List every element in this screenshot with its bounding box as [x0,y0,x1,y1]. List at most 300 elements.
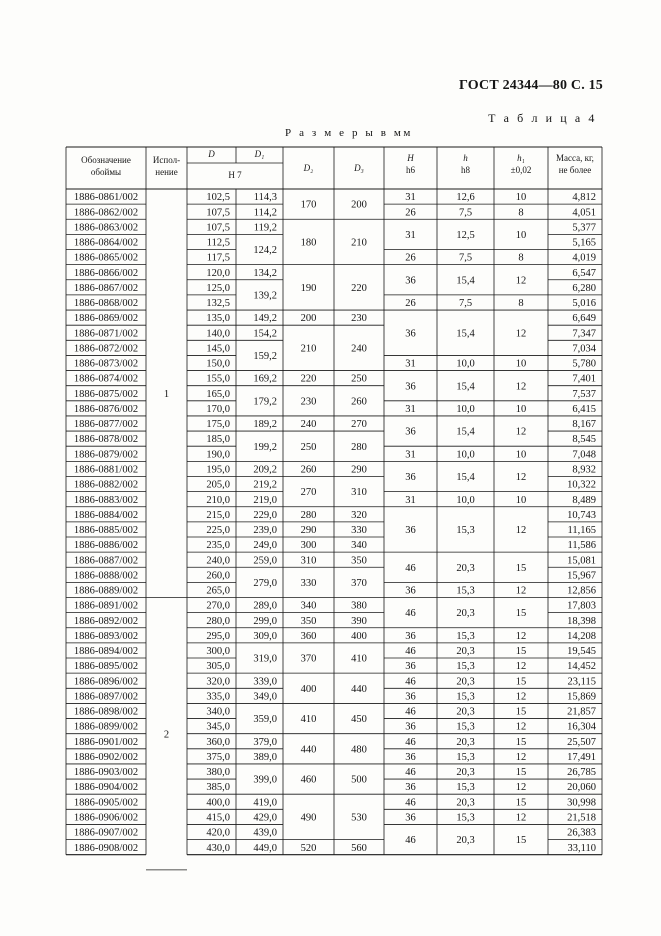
cell-designation: 1886-0862/002 [73,207,139,219]
cell-h1: 10 [515,229,527,241]
cell-d1: 149,2 [253,313,277,325]
cell-mass: 6,280 [572,282,596,294]
cell-d3: 400 [351,630,367,642]
cell-h8: 20,3 [456,797,475,809]
cell-d: 185,0 [206,434,230,446]
col-header-h-big: H [407,153,414,163]
cell-d2: 370 [300,653,317,665]
cell-mass: 15,869 [567,691,596,703]
cell-h1: 10 [515,403,527,415]
cell-d1: 359,0 [253,714,277,726]
cell-d1: 309,0 [253,630,277,642]
cell-d3: 330 [351,525,367,537]
cell-h6: 46 [405,767,416,779]
cell-d: 107,5 [206,222,230,234]
cell-d: 270,0 [206,600,230,612]
cell-d2: 490 [300,812,317,824]
cell-d3: 260 [351,396,367,408]
cell-h1: 15 [515,736,527,748]
cell-d3: 230 [351,313,367,325]
cell-h1: 12 [515,782,527,794]
cell-h1: 12 [515,661,527,673]
cell-d2: 290 [300,525,317,537]
cell-d2: 190 [300,282,317,294]
cell-h1: 12 [515,275,527,287]
cell-d1: 449,0 [253,842,277,854]
cell-h8: 12,6 [456,192,475,204]
cell-d1: 139,2 [253,290,277,302]
cell-d2: 410 [300,714,317,726]
cell-d1: 189,2 [253,419,277,431]
cell-d1: 114,3 [253,192,277,204]
cell-designation: 1886-0882/002 [73,479,139,491]
col-header-d3: D₃ [354,163,364,173]
cell-h8: 12,5 [456,229,475,241]
col-header-tol: ±0,02 [510,165,532,175]
cell-h6: 31 [405,358,416,370]
cell-h6: 36 [405,426,416,438]
cell-h8: 20,3 [456,608,475,620]
cell-designation: 1886-0867/002 [73,282,139,294]
cell-h6: 36 [405,751,416,763]
cell-d1: 134,2 [253,267,277,279]
cell-d: 210,0 [206,494,230,506]
cell-d: 320,0 [206,676,230,688]
cell-h8: 7,5 [458,252,473,264]
cell-d: 430,0 [206,842,230,854]
cell-d2: 180 [300,237,317,249]
cell-mass: 6,649 [572,313,596,325]
cell-designation: 1886-0903/002 [73,767,139,779]
cell-d3: 340 [351,540,367,552]
cell-d3: 500 [351,774,367,786]
cell-d3: 440 [351,683,367,695]
cell-d1: 319,0 [253,653,277,665]
cell-h1: 8 [518,298,524,310]
cell-designation: 1886-0901/002 [73,736,139,748]
cell-mass: 10,743 [567,509,596,521]
cell-h8: 15,3 [456,525,475,537]
cell-mass: 21,518 [567,812,596,824]
cell-designation: 1886-0873/002 [73,358,139,370]
cell-d: 375,0 [206,751,230,763]
cell-d3: 450 [351,714,367,726]
cell-h1: 15 [515,608,527,620]
cell-h6: 46 [405,835,416,847]
cell-d: 260,0 [206,570,230,582]
cell-h6: 36 [405,381,416,393]
cell-h1: 10 [515,358,527,370]
cell-designation: 1886-0908/002 [73,842,139,854]
cell-d3: 250 [351,373,367,385]
cell-designation: 1886-0886/002 [73,540,139,552]
cell-d: 335,0 [206,691,230,703]
cell-d: 102,5 [206,192,230,204]
cell-designation: 1886-0905/002 [73,797,139,809]
cell-designation: 1886-0894/002 [73,646,139,658]
cell-d1: 249,0 [253,540,277,552]
col-header-h1: h₁ [517,153,525,163]
cell-d: 300,0 [206,646,230,658]
cell-d: 170,0 [206,403,230,415]
cell-designation: 1886-0866/002 [73,267,139,279]
cell-d3: 530 [351,812,367,824]
cell-designation: 1886-0874/002 [73,373,139,385]
cell-d1: 259,0 [253,555,277,567]
cell-h8: 15,3 [456,721,475,733]
cell-h1: 15 [515,797,527,809]
units-caption: Р а з м е р ы в мм [285,127,413,139]
cell-d2: 520 [300,842,317,854]
cell-h8: 15,3 [456,630,475,642]
cell-h1: 10 [515,494,527,506]
cell-designation: 1886-0885/002 [73,525,139,537]
cell-d3: 380 [351,600,367,612]
cell-mass: 12,856 [567,585,596,597]
cell-designation: 1886-0884/002 [73,509,139,521]
cell-designation: 1886-0863/002 [73,222,139,234]
cell-h1: 12 [515,525,527,537]
cell-h1: 8 [518,252,524,264]
cell-mass: 26,383 [567,827,596,839]
cell-h8: 20,3 [456,706,475,718]
cell-d1: 339,0 [253,676,277,688]
cell-mass: 5,780 [572,358,596,370]
cell-h6: 46 [405,736,416,748]
cell-designation: 1886-0896/002 [73,676,139,688]
cell-mass: 14,452 [567,661,596,673]
cell-d1: 349,0 [253,691,277,703]
cell-d1: 114,2 [253,207,277,219]
cell-mass: 8,932 [572,464,596,476]
cell-d3: 270 [351,419,367,431]
cell-d: 360,0 [206,736,230,748]
cell-d1: 199,2 [253,441,277,453]
cell-h6: 31 [405,403,416,415]
cell-designation: 1886-0891/002 [73,600,139,612]
cell-mass: 6,547 [572,267,596,279]
cell-d2: 210 [300,343,317,355]
cell-designation: 1886-0892/002 [73,615,139,627]
cell-h6: 46 [405,646,416,658]
cell-h1: 10 [515,449,527,461]
cell-mass: 19,545 [567,646,596,658]
cell-d: 400,0 [206,797,230,809]
cell-h6: 36 [405,782,416,794]
cell-d3: 290 [351,464,367,476]
cell-d1: 154,2 [253,328,277,340]
cell-d2: 300 [300,540,317,552]
cell-h6: 36 [405,472,416,484]
cell-h8: 7,5 [458,298,473,310]
col-header-h: h [463,153,468,163]
cell-h6: 36 [405,661,416,673]
cell-h8: 15,3 [456,782,475,794]
cell-designation: 1886-0898/002 [73,706,139,718]
cell-designation: 1886-0876/002 [73,403,139,415]
cell-d2: 310 [300,555,317,567]
cell-h6: 36 [405,275,416,287]
cell-h1: 15 [515,767,527,779]
cell-designation: 1886-0875/002 [73,388,139,400]
cell-h8: 20,3 [456,646,475,658]
cell-h6: 46 [405,706,416,718]
cell-d: 215,0 [206,509,230,521]
cell-h8: 15,3 [456,751,475,763]
cell-version: 1 [163,388,170,400]
cell-mass: 4,812 [572,192,596,204]
cell-d3: 280 [351,441,367,453]
cell-h1: 15 [515,835,527,847]
cell-designation: 1886-0879/002 [73,449,139,461]
cell-h1: 10 [515,192,527,204]
cell-h1: 12 [515,721,527,733]
cell-mass: 17,491 [567,751,596,763]
cell-h8: 15,4 [456,381,475,393]
cell-d3: 370 [351,577,367,589]
cell-designation: 1886-0907/002 [73,827,139,839]
cell-mass: 8,167 [572,419,596,431]
cell-d: 125,0 [206,282,230,294]
cell-d2: 440 [300,744,317,756]
cell-mass: 18,398 [567,615,596,627]
cell-d3: 560 [351,842,367,854]
cell-d3: 210 [351,237,367,249]
cell-d2: 270 [300,487,317,499]
cell-d: 117,5 [206,252,230,264]
cell-d3: 310 [351,487,367,499]
cell-designation: 1886-0865/002 [73,252,139,264]
cell-d: 135,0 [206,313,230,325]
cell-designation: 1886-0881/002 [73,464,139,476]
cell-h6: 31 [405,449,416,461]
cell-d1: 119,2 [253,222,277,234]
cell-mass: 30,998 [567,797,596,809]
cell-designation: 1886-0877/002 [73,419,139,431]
cell-h6: 26 [405,298,416,310]
cell-mass: 23,115 [567,676,596,688]
cell-h8: 15,4 [456,426,475,438]
cell-h8: 20,3 [456,676,475,688]
cell-designation: 1886-0899/002 [73,721,139,733]
cell-d2: 340 [300,600,317,612]
cell-d1: 219,2 [253,479,277,491]
cell-mass: 5,165 [572,237,596,249]
cell-h1: 12 [515,691,527,703]
cell-d: 305,0 [206,661,230,673]
cell-d2: 460 [300,774,317,786]
cell-d: 225,0 [206,525,230,537]
cell-h6: 46 [405,608,416,620]
col-header-version: нение [155,167,178,177]
cell-designation: 1886-0904/002 [73,782,139,794]
cell-d2: 260 [300,464,317,476]
cell-mass: 10,322 [567,479,596,491]
col-header-h8: h8 [461,165,470,175]
cell-d1: 399,0 [253,774,277,786]
cell-d1: 179,2 [253,396,277,408]
cell-h6: 26 [405,207,416,219]
cell-h8: 10,0 [456,403,475,415]
cell-d3: 240 [351,343,367,355]
col-header-mass: не более [558,165,592,175]
cell-d1: 124,2 [253,245,277,257]
cell-h6: 36 [405,585,416,597]
cell-designation: 1886-0861/002 [73,192,139,204]
col-header-version: Испол- [152,155,181,165]
cell-h1: 12 [515,585,527,597]
cell-d1: 229,0 [253,509,277,521]
cell-designation: 1886-0906/002 [73,812,139,824]
cell-mass: 5,016 [572,298,596,310]
cell-h8: 20,3 [456,736,475,748]
cell-h8: 15,3 [456,691,475,703]
cell-designation: 1886-0888/002 [73,570,139,582]
cell-d1: 279,0 [253,577,277,589]
cell-designation: 1886-0897/002 [73,691,139,703]
cell-d: 415,0 [206,812,230,824]
cell-d: 155,0 [206,373,230,385]
cell-h1: 15 [515,706,527,718]
cell-h8: 15,4 [456,472,475,484]
cell-version: 2 [163,729,170,741]
cell-d1: 419,0 [253,797,277,809]
cell-designation: 1886-0869/002 [73,313,139,325]
cell-mass: 26,785 [567,767,596,779]
cell-d: 420,0 [206,827,230,839]
cell-d2: 400 [300,683,317,695]
cell-h8: 20,3 [456,562,475,574]
cell-designation: 1886-0864/002 [73,237,139,249]
cell-d: 112,5 [206,237,230,249]
table-label: Т а б л и ц а 4 [488,111,597,125]
cell-h6: 36 [405,630,416,642]
cell-designation: 1886-0872/002 [73,343,139,355]
cell-mass: 20,060 [567,782,596,794]
cell-mass: 7,048 [572,449,596,461]
cell-h1: 12 [515,381,527,393]
cell-h1: 8 [518,207,524,219]
cell-d2: 280 [300,509,317,521]
cell-d2: 220 [300,373,317,385]
cell-d2: 350 [300,615,317,627]
cell-h8: 15,4 [456,328,475,340]
cell-h1: 12 [515,751,527,763]
cell-h1: 12 [515,426,527,438]
cell-mass: 11,165 [567,525,596,537]
cell-d: 280,0 [206,615,230,627]
cell-d2: 250 [300,441,317,453]
cell-d: 195,0 [206,464,230,476]
cell-d2: 170 [300,199,317,211]
cell-mass: 25,507 [567,736,596,748]
cell-h8: 20,3 [456,835,475,847]
cell-d: 240,0 [206,555,230,567]
cell-designation: 1886-0895/002 [73,661,139,673]
cell-designation: 1886-0878/002 [73,434,139,446]
cell-mass: 7,347 [572,328,596,340]
col-header-mass: Масса, кг, [556,153,594,163]
cell-mass: 5,377 [572,222,596,234]
page-header: ГОСТ 24344—80 С. 15 [459,78,603,93]
cell-h6: 36 [405,812,416,824]
col-header-d2: D₂ [303,163,314,173]
cell-h1: 15 [515,562,527,574]
cell-d: 150,0 [206,358,230,370]
cell-h1: 12 [515,812,527,824]
col-header-d: D [208,149,215,159]
cell-h1: 12 [515,472,527,484]
cell-d3: 410 [351,653,367,665]
cell-d2: 230 [300,396,317,408]
cell-h8: 15,3 [456,585,475,597]
cell-mass: 17,803 [567,600,596,612]
cell-d: 120,0 [206,267,230,279]
cell-h6: 36 [405,328,416,340]
cell-mass: 4,051 [572,207,596,219]
cell-h6: 36 [405,721,416,733]
cell-d1: 159,2 [253,351,277,363]
cell-d1: 209,2 [253,464,277,476]
cell-h1: 15 [515,676,527,688]
cell-mass: 14,208 [567,630,596,642]
cell-mass: 33,110 [567,842,596,854]
cell-h8: 15,3 [456,661,475,673]
cell-d: 107,5 [206,207,230,219]
cell-h1: 12 [515,630,527,642]
col-header-designation: обоймы [90,167,122,177]
cell-d: 265,0 [206,585,230,597]
cell-h6: 31 [405,494,416,506]
cell-h6: 46 [405,676,416,688]
cell-d: 345,0 [206,721,230,733]
cell-mass: 6,415 [572,403,596,415]
cell-designation: 1886-0887/002 [73,555,139,567]
cell-h8: 7,5 [458,207,473,219]
cell-d2: 240 [300,419,317,431]
cell-d2: 360 [300,630,317,642]
cell-mass: 21,857 [567,706,596,718]
cell-h8: 10,0 [456,358,475,370]
cell-d: 145,0 [206,343,230,355]
cell-mass: 7,034 [572,343,596,355]
cell-mass: 15,967 [567,570,596,582]
cell-designation: 1886-0902/002 [73,751,139,763]
cell-d: 380,0 [206,767,230,779]
cell-d: 295,0 [206,630,230,642]
cell-d: 340,0 [206,706,230,718]
cell-designation: 1886-0871/002 [73,328,139,340]
cell-d1: 289,0 [253,600,277,612]
col-header-h7: Н 7 [228,170,242,180]
cell-mass: 8,545 [572,434,596,446]
cell-mass: 11,586 [567,540,596,552]
cell-d3: 390 [351,615,367,627]
cell-mass: 15,081 [567,555,596,567]
cell-h8: 10,0 [456,494,475,506]
cell-designation: 1886-0868/002 [73,298,139,310]
cell-designation: 1886-0893/002 [73,630,139,642]
col-header-h6: h6 [406,165,415,175]
cell-h8: 20,3 [456,767,475,779]
cell-d1: 389,0 [253,751,277,763]
cell-d: 205,0 [206,479,230,491]
cell-h8: 10,0 [456,449,475,461]
cell-d: 140,0 [206,328,230,340]
cell-d: 132,5 [206,298,230,310]
cell-d: 190,0 [206,449,230,461]
cell-d1: 299,0 [253,615,277,627]
